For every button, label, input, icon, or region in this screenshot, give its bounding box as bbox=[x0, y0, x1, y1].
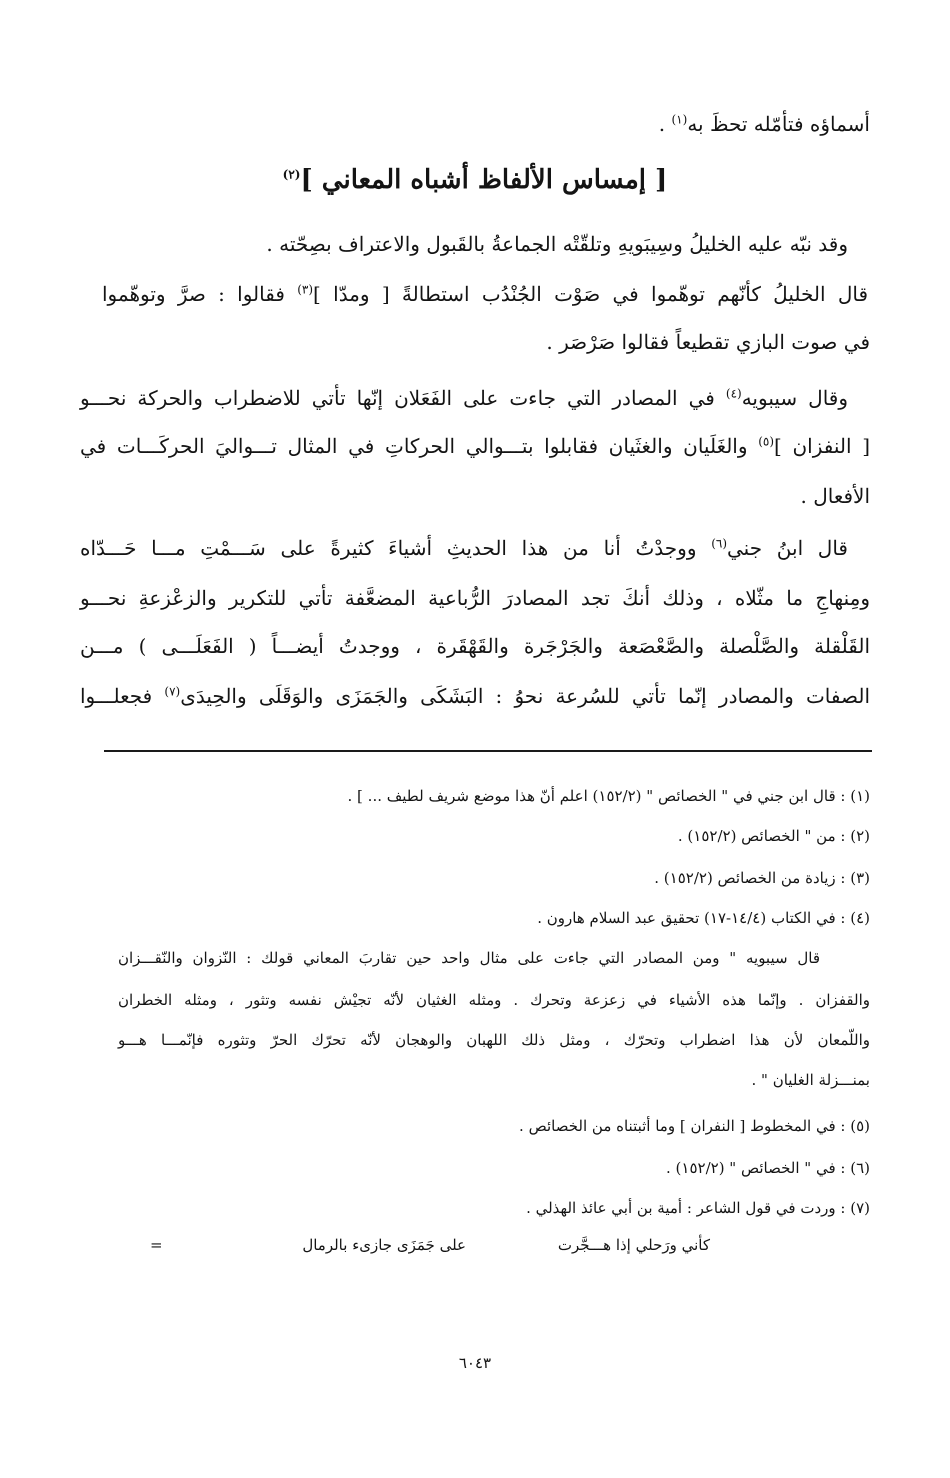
footnote-4-quote-line-3: واللّمعان لأن هذا اضطراب وتحرّك ، ومثل ذلك اللهبان والوهجان لأنّه تحرّك الحرّ وتثوره فإنّمـــا هـــو bbox=[118, 1031, 870, 1049]
body-line-10-text-a: الصفات والمصادر إنّما تأتي للسُرعة نحوُ : البَشَكَى والجَمَزَى والوَقَلَى والحِيدَى bbox=[180, 684, 871, 708]
page-number: ٦٠٤٣ bbox=[458, 1354, 492, 1372]
verse-first-hemistich: كأني ورَحلي إذا هـــجَّرت bbox=[557, 1236, 710, 1254]
body-line-1: وقد نبّه عليه الخليلُ وسِيبَويهِ وتلقّتْه الجماعةُ بالقَبول والاعتراف بصِحّته . bbox=[266, 232, 848, 256]
verse-second-hemistich: على جَمَزَى جازىء بالرمال bbox=[302, 1236, 466, 1254]
body-line-7-text-b: ووجدْتُ أنا من هذا الحديثِ أشياءَ كثيرةً على سَـــمْتِ مـــا حَـــدّاه bbox=[80, 536, 697, 560]
footnote-7: (٧) : وردت في قول الشاعر : أمية بن أبي عائذ الهذلي . bbox=[526, 1199, 870, 1217]
body-line-4-text-b: في المصادر التي جاءت على الفَعَلان إنّها تأتي للاضطراب والحركة نحـــو bbox=[80, 386, 715, 410]
body-line-4-text-a: وقال سيبويه bbox=[741, 386, 849, 410]
footnote-2: (٢) : من " الخصائص (١٥٢/٢) . bbox=[677, 827, 870, 845]
footnote-4-quote-line-2: والقفزان . وإنّما هذه الأشياء في زعزعة وتحرك . ومثله الغثيان لأنّه تجيْش نفسه وتثور ، ومثله الخطران bbox=[118, 991, 870, 1009]
footnote-ref-2: (٢) bbox=[282, 167, 301, 182]
footnote-separator bbox=[104, 750, 872, 752]
verse-continuation-mark: = bbox=[150, 1236, 163, 1254]
body-line-2 bbox=[102, 276, 868, 312]
body-line-5-text-b: والغَلَيان والغثَيان فقابلوا بتـــوالي الحركاتِ في المثال تـــواليَ الحركَـــات في bbox=[80, 434, 748, 458]
body-line-2-text-b: فقالوا : صرَّ وتوهّموا bbox=[102, 282, 285, 306]
body-line-6: الأفعال . bbox=[800, 484, 870, 508]
body-line-4 bbox=[80, 380, 848, 416]
footnote-4: (٤) : في الكتاب (١٤/٤-١٧) تحقيق عبد السلام هارون . bbox=[537, 909, 870, 927]
body-line-10 bbox=[80, 678, 870, 714]
footnote-5: (٥) : في المخطوط [ النفران ] وما أثبتناه من الخصائص . bbox=[519, 1117, 870, 1135]
body-line-5 bbox=[80, 428, 870, 464]
body-line-7-text-a: قال ابنُ جني bbox=[727, 536, 848, 560]
section-heading bbox=[0, 160, 950, 200]
continuation-text: أسماؤه فتأمّله تحظَ به bbox=[687, 112, 870, 136]
footnote-6: (٦) : في " الخصائص " (١٥٢/٢) . bbox=[666, 1159, 870, 1177]
footnote-ref-1: (١) bbox=[671, 112, 688, 127]
footnote-ref-3: (٣) bbox=[297, 282, 314, 297]
footnote-1: (١) : قال ابن جني في " الخصائص " (١٥٢/٢) اعلم أنّ هذا موضع شريف لطيف ... ] . bbox=[347, 787, 870, 805]
body-line-10-text-b: فجعلـــوا bbox=[80, 684, 153, 708]
footnote-3: (٣) : زيادة من الخصائص (١٥٢/٢) . bbox=[654, 869, 870, 887]
body-line-2-text-a: قال الخليلُ كأنّهم توهّموا في صَوْت الجُنْدُب استطالةً [ ومدّا ] bbox=[313, 282, 869, 306]
footnote-4-quote-line-4: بمنـــزلة الغليان " . bbox=[751, 1071, 870, 1089]
body-line-5-text-a: [ النفزان ] bbox=[774, 434, 871, 458]
body-line-8: ومِنهاجِ ما مثّلاه ، وذلك أنكَ تجد المصادرَ الرُّباعية المضعَّفة تأتي للتكرير والزعْزعةِ نحـــو bbox=[80, 586, 870, 610]
body-line-7 bbox=[80, 530, 848, 566]
body-line-9: القَلْقلة والصَّلْصلة والصَّعْصَعة والجَرْجَرة والقَهْقَرة ، ووجدتُ أيضـــاً ( الفَعَلَـــى ) مـــن bbox=[80, 634, 870, 658]
footnote-ref-7: (٧) bbox=[164, 684, 181, 699]
continuation-period: . bbox=[658, 112, 666, 136]
footnote-ref-5: (٥) bbox=[758, 434, 775, 449]
body-line-3: في صوت البازي تقطيعاً فقالوا صَرْصَر . bbox=[546, 330, 870, 354]
continuation-line bbox=[80, 106, 870, 142]
footnote-ref-4: (٤) bbox=[725, 386, 742, 401]
footnote-4-quote-line-1: قال سيبويه " ومن المصادر التي جاءت على مثال واحد حين تقاربَ المعاني قولك : النّزوان والنّقـــزان bbox=[118, 949, 820, 967]
section-heading-text: [ إمساس الألفاظ أشباه المعاني ] bbox=[300, 165, 668, 195]
footnote-ref-6: (٦) bbox=[711, 536, 728, 551]
